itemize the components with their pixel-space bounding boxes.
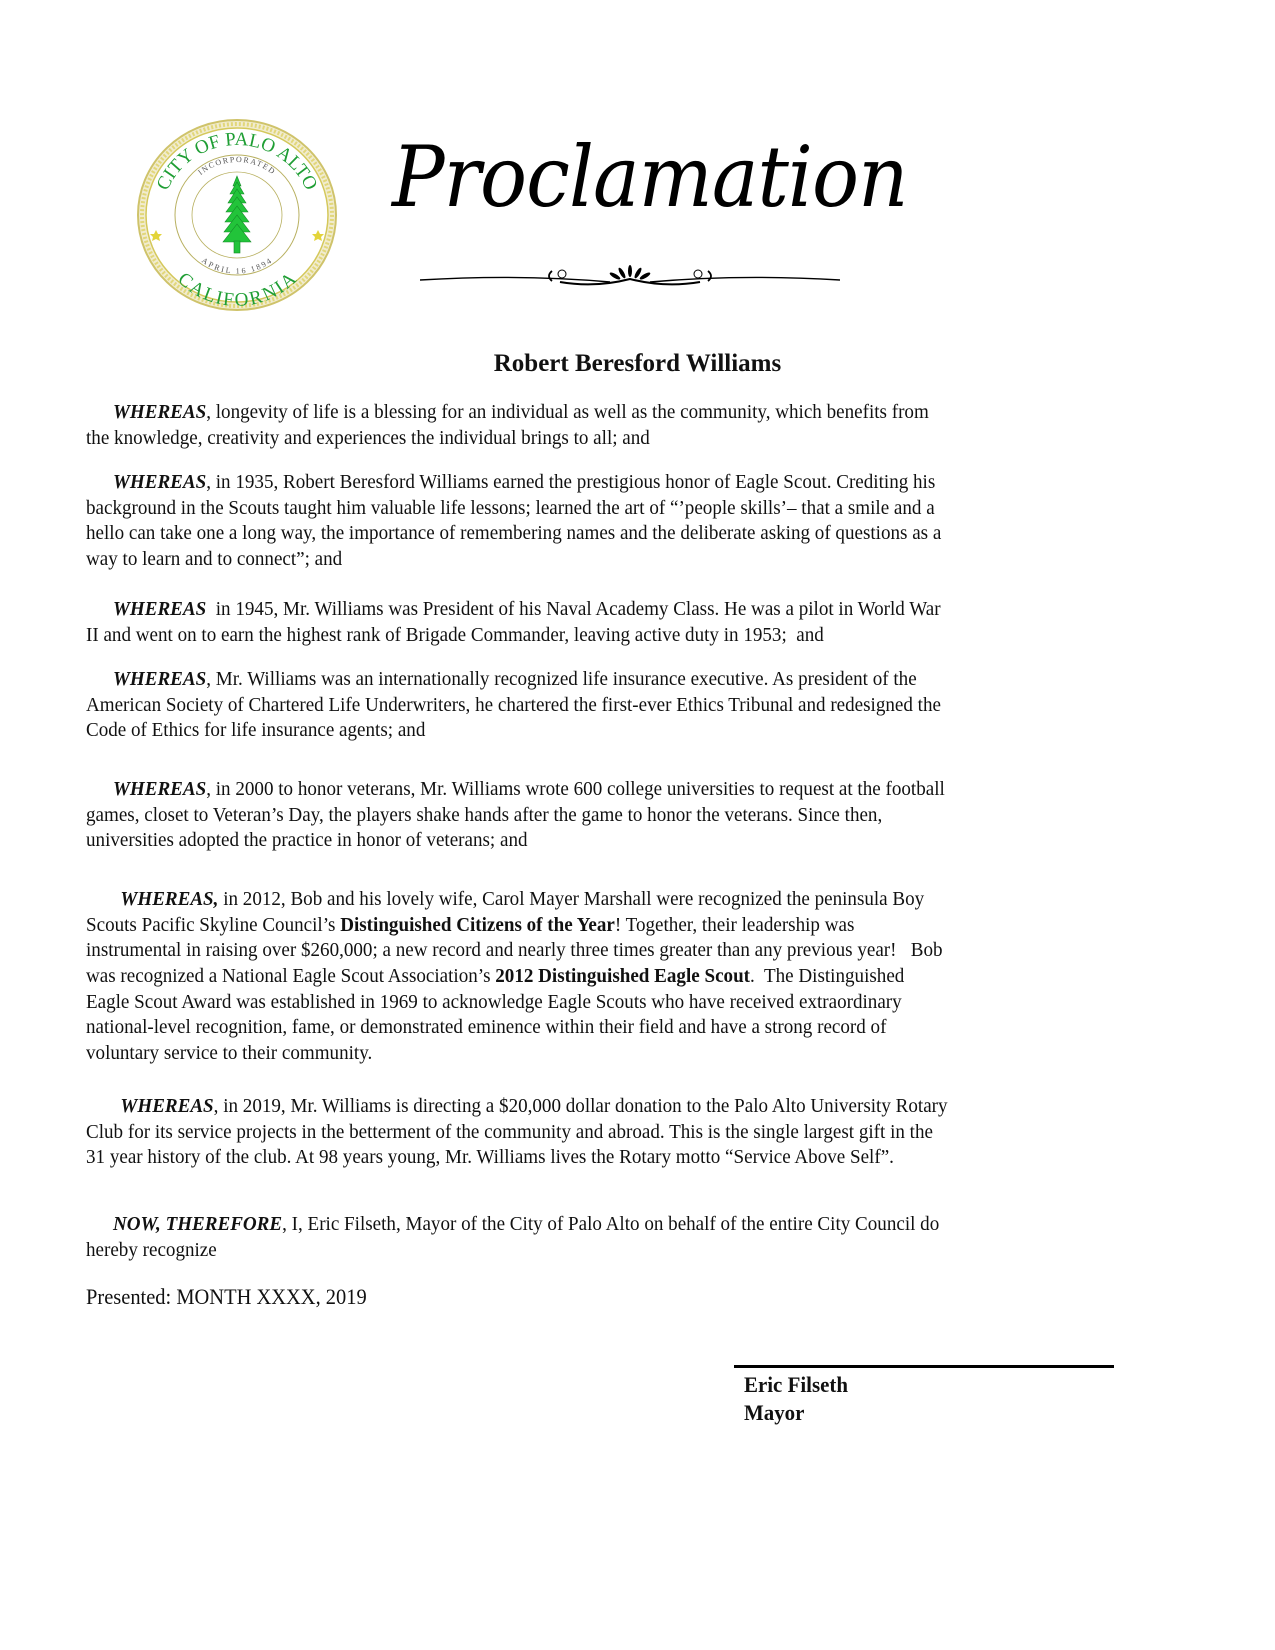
paragraph-text: Eagle Scout Award was established in 1969 to acknowledge Eagle Scouts who have received extraordinary [86,990,902,1013]
paragraph-text: the knowledge, creativity and experiences the individual brings to all; and [86,426,650,449]
paragraph-text: instrumental in raising over $260,000; a new record and nearly three times greater than any previous year! Bob [86,939,943,962]
paragraph-text: II and went on to earn the highest rank of Brigade Commander, leaving active duty in 1953; and [86,623,824,646]
bold-phrase: 2012 Distinguished Eagle Scout [495,965,751,988]
paragraph-line [86,547,1109,573]
paragraph-text: 31 year history of the club. At 98 years young, Mr. Williams lives the Rotary motto “Service Above Self”. [86,1146,894,1169]
paragraph-line [86,803,1109,829]
paragraph-line [86,496,1109,522]
paragraph-line [86,964,1109,990]
signatory-name: Eric Filseth [744,1372,849,1397]
paragraph-line [86,400,1109,426]
whereas-keyword: WHEREAS [112,778,207,800]
paragraph-text: games, closet to Veteran’s Day, the players shake hands after the game to honor the veterans. Since then, [86,803,883,826]
paragraph-line [86,1015,1109,1041]
paragraph-text: . The Distinguished [750,965,905,988]
paragraph-line [86,913,1109,939]
paragraph-line [86,1145,1109,1171]
svg-text:APRIL 16 1894: APRIL 16 1894 [199,255,275,276]
signature-line [734,1365,1114,1368]
paragraph-text: Scouts Pacific Skyline Council’s [86,913,341,936]
paragraph-line [86,597,1109,623]
whereas-keyword: WHEREAS [112,598,207,620]
paragraph-line [86,938,1109,964]
svg-text:CALIFORNIA: CALIFORNIA [173,268,301,312]
paragraph-text: voluntary service to their community. [86,1042,373,1065]
paragraph-text: hello can take one a long way, the importance of remembering names and the deliberate asking of questions as a [86,522,942,545]
paragraph-text: background in the Scouts taught him valuable life lessons; learned the art of “’people skills’– that a smile and a [86,496,935,519]
paragraph-text: ! Together, their leadership was [614,913,855,936]
whereas-paragraph [86,777,1186,854]
whereas-paragraph [86,887,1186,1067]
paragraph-line [86,990,1109,1016]
paragraph-text: way to learn and to connect”; and [86,548,343,571]
whereas-keyword: WHEREAS [112,401,207,423]
paragraph-text: , I, Eric Filseth, Mayor of the City of Palo Alto on behalf of the entire City Council do [282,1213,940,1235]
paragraph-text: national-level recognition, fame, or demonstrated eminence within their field and have a strong record of [86,1016,887,1039]
paragraph-line [86,667,1109,693]
paragraph-line [86,470,1109,496]
paragraph-line [86,1212,1109,1238]
paragraph-text: in 1945, Mr. Williams was President of his Naval Academy Class. He was a pilot in World War [206,598,941,620]
paragraph-line [86,777,1109,803]
paragraph-line [86,623,1109,649]
svg-text:INCORPORATED: INCORPORATED [196,154,278,177]
paragraph-line [86,718,1109,744]
whereas-keyword: WHEREAS [112,471,207,493]
paragraph-line [86,693,1109,719]
paragraph-text: was recognized a National Eagle Scout Association’s [86,965,496,988]
presented-date: Presented: MONTH XXXX, 2019 [86,1284,367,1309]
whereas-paragraph [86,1094,1186,1171]
whereas-paragraph [86,667,1186,744]
paragraph-text: Club for its service projects in the betterment of the community and abroad. This is the single largest gift in the [86,1120,933,1143]
paragraph-line [86,828,1109,854]
flourish-divider-icon [420,262,840,292]
whereas-keyword: NOW, THEREFORE [112,1213,283,1235]
whereas-keyword: WHEREAS, [120,888,219,910]
paragraph-text: hereby recognize [86,1238,217,1261]
paragraph-text: in 2012, Bob and his lovely wife, Carol Mayer Marshall were recognized the peninsula Boy [218,888,925,910]
paragraph-line [86,1120,1109,1146]
bold-phrase: Distinguished Citizens of the Year [340,913,615,936]
svg-text:CITY OF PALO ALTO: CITY OF PALO ALTO [152,128,322,194]
proclamation-title: Proclamation [392,128,908,226]
paragraph-line [86,887,1109,913]
paragraph-line [86,426,1109,452]
whereas-paragraph [86,597,1186,648]
paragraph-text: , in 2000 to honor veterans, Mr. Williams wrote 600 college universities to request at the football [206,778,945,800]
paragraph-line [86,1041,1109,1067]
paragraph-text: Code of Ethics for life insurance agents; and [86,719,426,742]
paragraph-line [86,1094,1109,1120]
paragraph-text: universities adopted the practice in honor of veterans; and [86,829,528,852]
signatory-title: Mayor [744,1400,805,1425]
paragraph-text: American Society of Chartered Life Underwriters, he chartered the first-ever Ethics Tribunal and redesigned the [86,693,941,716]
now-therefore-paragraph [86,1212,1186,1263]
paragraph-line [86,521,1109,547]
paragraph-line [86,1238,1109,1264]
paragraph-text: , in 1935, Robert Beresford Williams earned the prestigious honor of Eagle Scout. Crediting his [206,471,936,493]
whereas-paragraph [86,470,1186,573]
whereas-keyword: WHEREAS [112,668,207,690]
paragraph-text: , in 2019, Mr. Williams is directing a $20,000 dollar donation to the Palo Alto University Rotary [213,1095,948,1117]
whereas-paragraph [86,400,1186,451]
whereas-keyword: WHEREAS [120,1095,214,1117]
paragraph-text: , longevity of life is a blessing for an individual as well as the community, which benefits from [206,401,929,423]
honoree-name: Robert Beresford Williams [493,350,782,377]
paragraph-text: , Mr. Williams was an internationally recognized life insurance executive. As president of the [206,668,917,690]
city-seal-logo [136,118,338,312]
